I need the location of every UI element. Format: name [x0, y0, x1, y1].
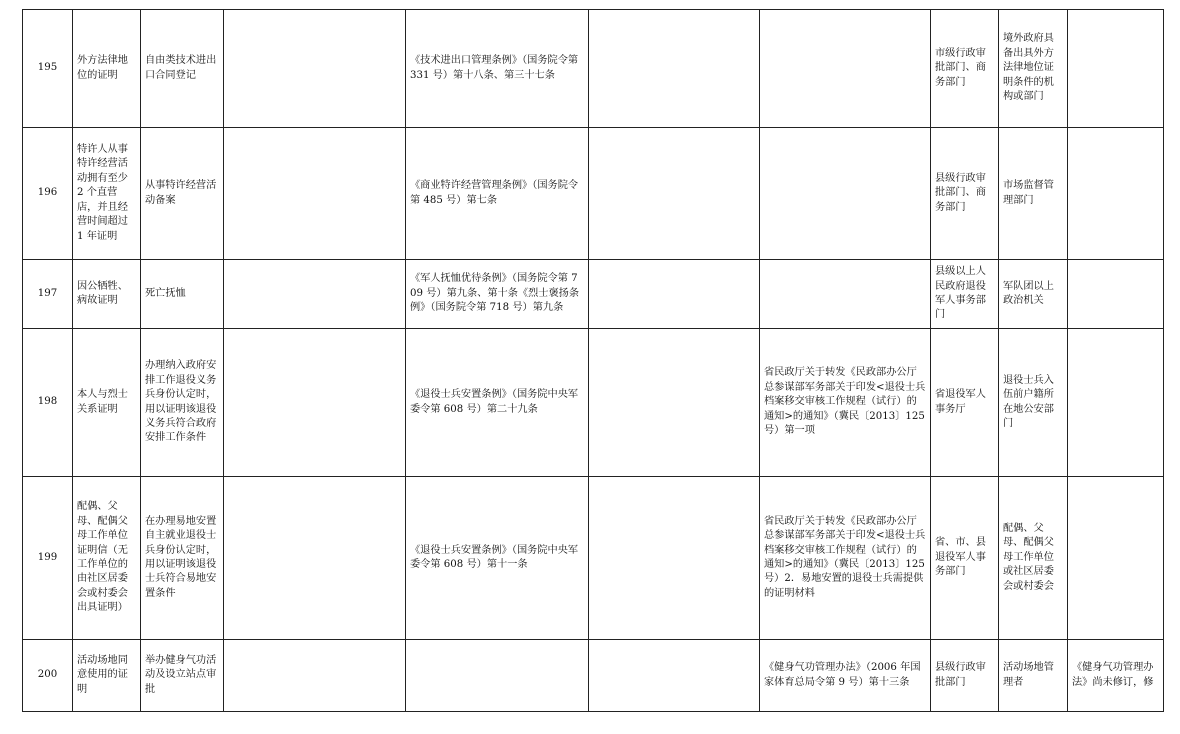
empty-cell	[589, 477, 760, 640]
policy-basis: 省民政厅关于转发《民政部办公厅总参谋部军务部关于印发<退役士兵档案移交审核工作规程（试行）的通知>的通知》（冀民〔2013〕125 号）2．易地安置的退役士兵需提供的证明材料	[760, 477, 931, 640]
handling-department: 县级行政审批部门、商务部门	[931, 128, 999, 260]
table-row	[23, 10, 1164, 128]
proof-material: 本人与烈士关系证明	[73, 329, 141, 477]
row-number: 198	[23, 329, 73, 477]
row-number: 196	[23, 128, 73, 260]
issuing-unit: 退役士兵入伍前户籍所在地公安部门	[999, 329, 1068, 477]
remark	[1068, 128, 1164, 260]
remark	[1068, 10, 1164, 128]
handling-department: 县级以上人民政府退役军人事务部门	[931, 260, 999, 329]
basis-cell	[224, 128, 406, 260]
proof-material: 外方法律地位的证明	[73, 10, 141, 128]
proof-material: 因公牺牲、病故证明	[73, 260, 141, 329]
remark	[1068, 329, 1164, 477]
handling-department: 省、市、县退役军人事务部门	[931, 477, 999, 640]
issuing-unit: 军队团以上政治机关	[999, 260, 1068, 329]
proof-list-table	[22, 9, 1164, 712]
table-row	[23, 640, 1164, 712]
policy-basis	[760, 128, 931, 260]
basis-cell	[224, 10, 406, 128]
empty-cell	[589, 128, 760, 260]
basis-cell	[224, 260, 406, 329]
issuing-unit: 活动场地管理者	[999, 640, 1068, 712]
handling-department: 省退役军人事务厅	[931, 329, 999, 477]
service-matter: 办理纳入政府安排工作退役义务兵身份认定时，用以证明该退役义务兵符合政府安排工作条件	[141, 329, 224, 477]
empty-cell	[589, 260, 760, 329]
policy-basis: 省民政厅关于转发《民政部办公厅总参谋部军务部关于印发<退役士兵档案移交审核工作规程（试行）的通知>的通知》（冀民〔2013〕125 号）第一项	[760, 329, 931, 477]
policy-basis: 《健身气功管理办法》（2006 年国家体育总局令第 9 号）第十三条	[760, 640, 931, 712]
regulation-basis: 《技术进出口管理条例》（国务院令第 331 号）第十八条、第三十七条	[406, 10, 589, 128]
regulation-basis	[406, 640, 589, 712]
empty-cell	[589, 640, 760, 712]
issuing-unit: 配偶、父母、配偶父母工作单位或社区居委会或村委会	[999, 477, 1068, 640]
service-matter: 自由类技术进出口合同登记	[141, 10, 224, 128]
regulation-basis: 《退役士兵安置条例》（国务院中央军委令第 608 号）第二十九条	[406, 329, 589, 477]
regulation-basis: 《商业特许经营管理条例》（国务院令第 485 号）第七条	[406, 128, 589, 260]
proof-material: 特许人从事特许经营活动拥有至少 2 个直营店，并且经营时间超过 1 年证明	[73, 128, 141, 260]
service-matter: 死亡抚恤	[141, 260, 224, 329]
service-matter: 从事特许经营活动备案	[141, 128, 224, 260]
empty-cell	[589, 10, 760, 128]
basis-cell	[224, 329, 406, 477]
row-number: 195	[23, 10, 73, 128]
empty-cell	[589, 329, 760, 477]
row-number: 200	[23, 640, 73, 712]
row-number: 199	[23, 477, 73, 640]
remark: 《健身气功管理办法》尚未修订，修	[1068, 640, 1164, 712]
table-row	[23, 477, 1164, 640]
issuing-unit: 境外政府具备出具外方法律地位证明条件的机构或部门	[999, 10, 1068, 128]
issuing-unit: 市场监督管理部门	[999, 128, 1068, 260]
proof-material: 活动场地同意使用的证明	[73, 640, 141, 712]
service-matter: 举办健身气功活动及设立站点审批	[141, 640, 224, 712]
regulation-basis: 《军人抚恤优待条例》（国务院令第 709 号）第九条、第十条《烈士褒扬条例》（国务院令第 718 号）第九条	[406, 260, 589, 329]
remark	[1068, 260, 1164, 329]
table-row	[23, 260, 1164, 329]
basis-cell	[224, 477, 406, 640]
remark	[1068, 477, 1164, 640]
handling-department: 市级行政审批部门、商务部门	[931, 10, 999, 128]
handling-department: 县级行政审批部门	[931, 640, 999, 712]
regulation-basis: 《退役士兵安置条例》（国务院中央军委令第 608 号）第十一条	[406, 477, 589, 640]
service-matter: 在办理易地安置自主就业退役士兵身份认定时，用以证明该退役士兵符合易地安置条件	[141, 477, 224, 640]
table-row	[23, 128, 1164, 260]
row-number: 197	[23, 260, 73, 329]
basis-cell	[224, 640, 406, 712]
policy-basis	[760, 260, 931, 329]
table-row	[23, 329, 1164, 477]
policy-basis	[760, 10, 931, 128]
proof-material: 配偶、父母、配偶父母工作单位证明信（无工作单位的由社区居委会或村委会出具证明）	[73, 477, 141, 640]
